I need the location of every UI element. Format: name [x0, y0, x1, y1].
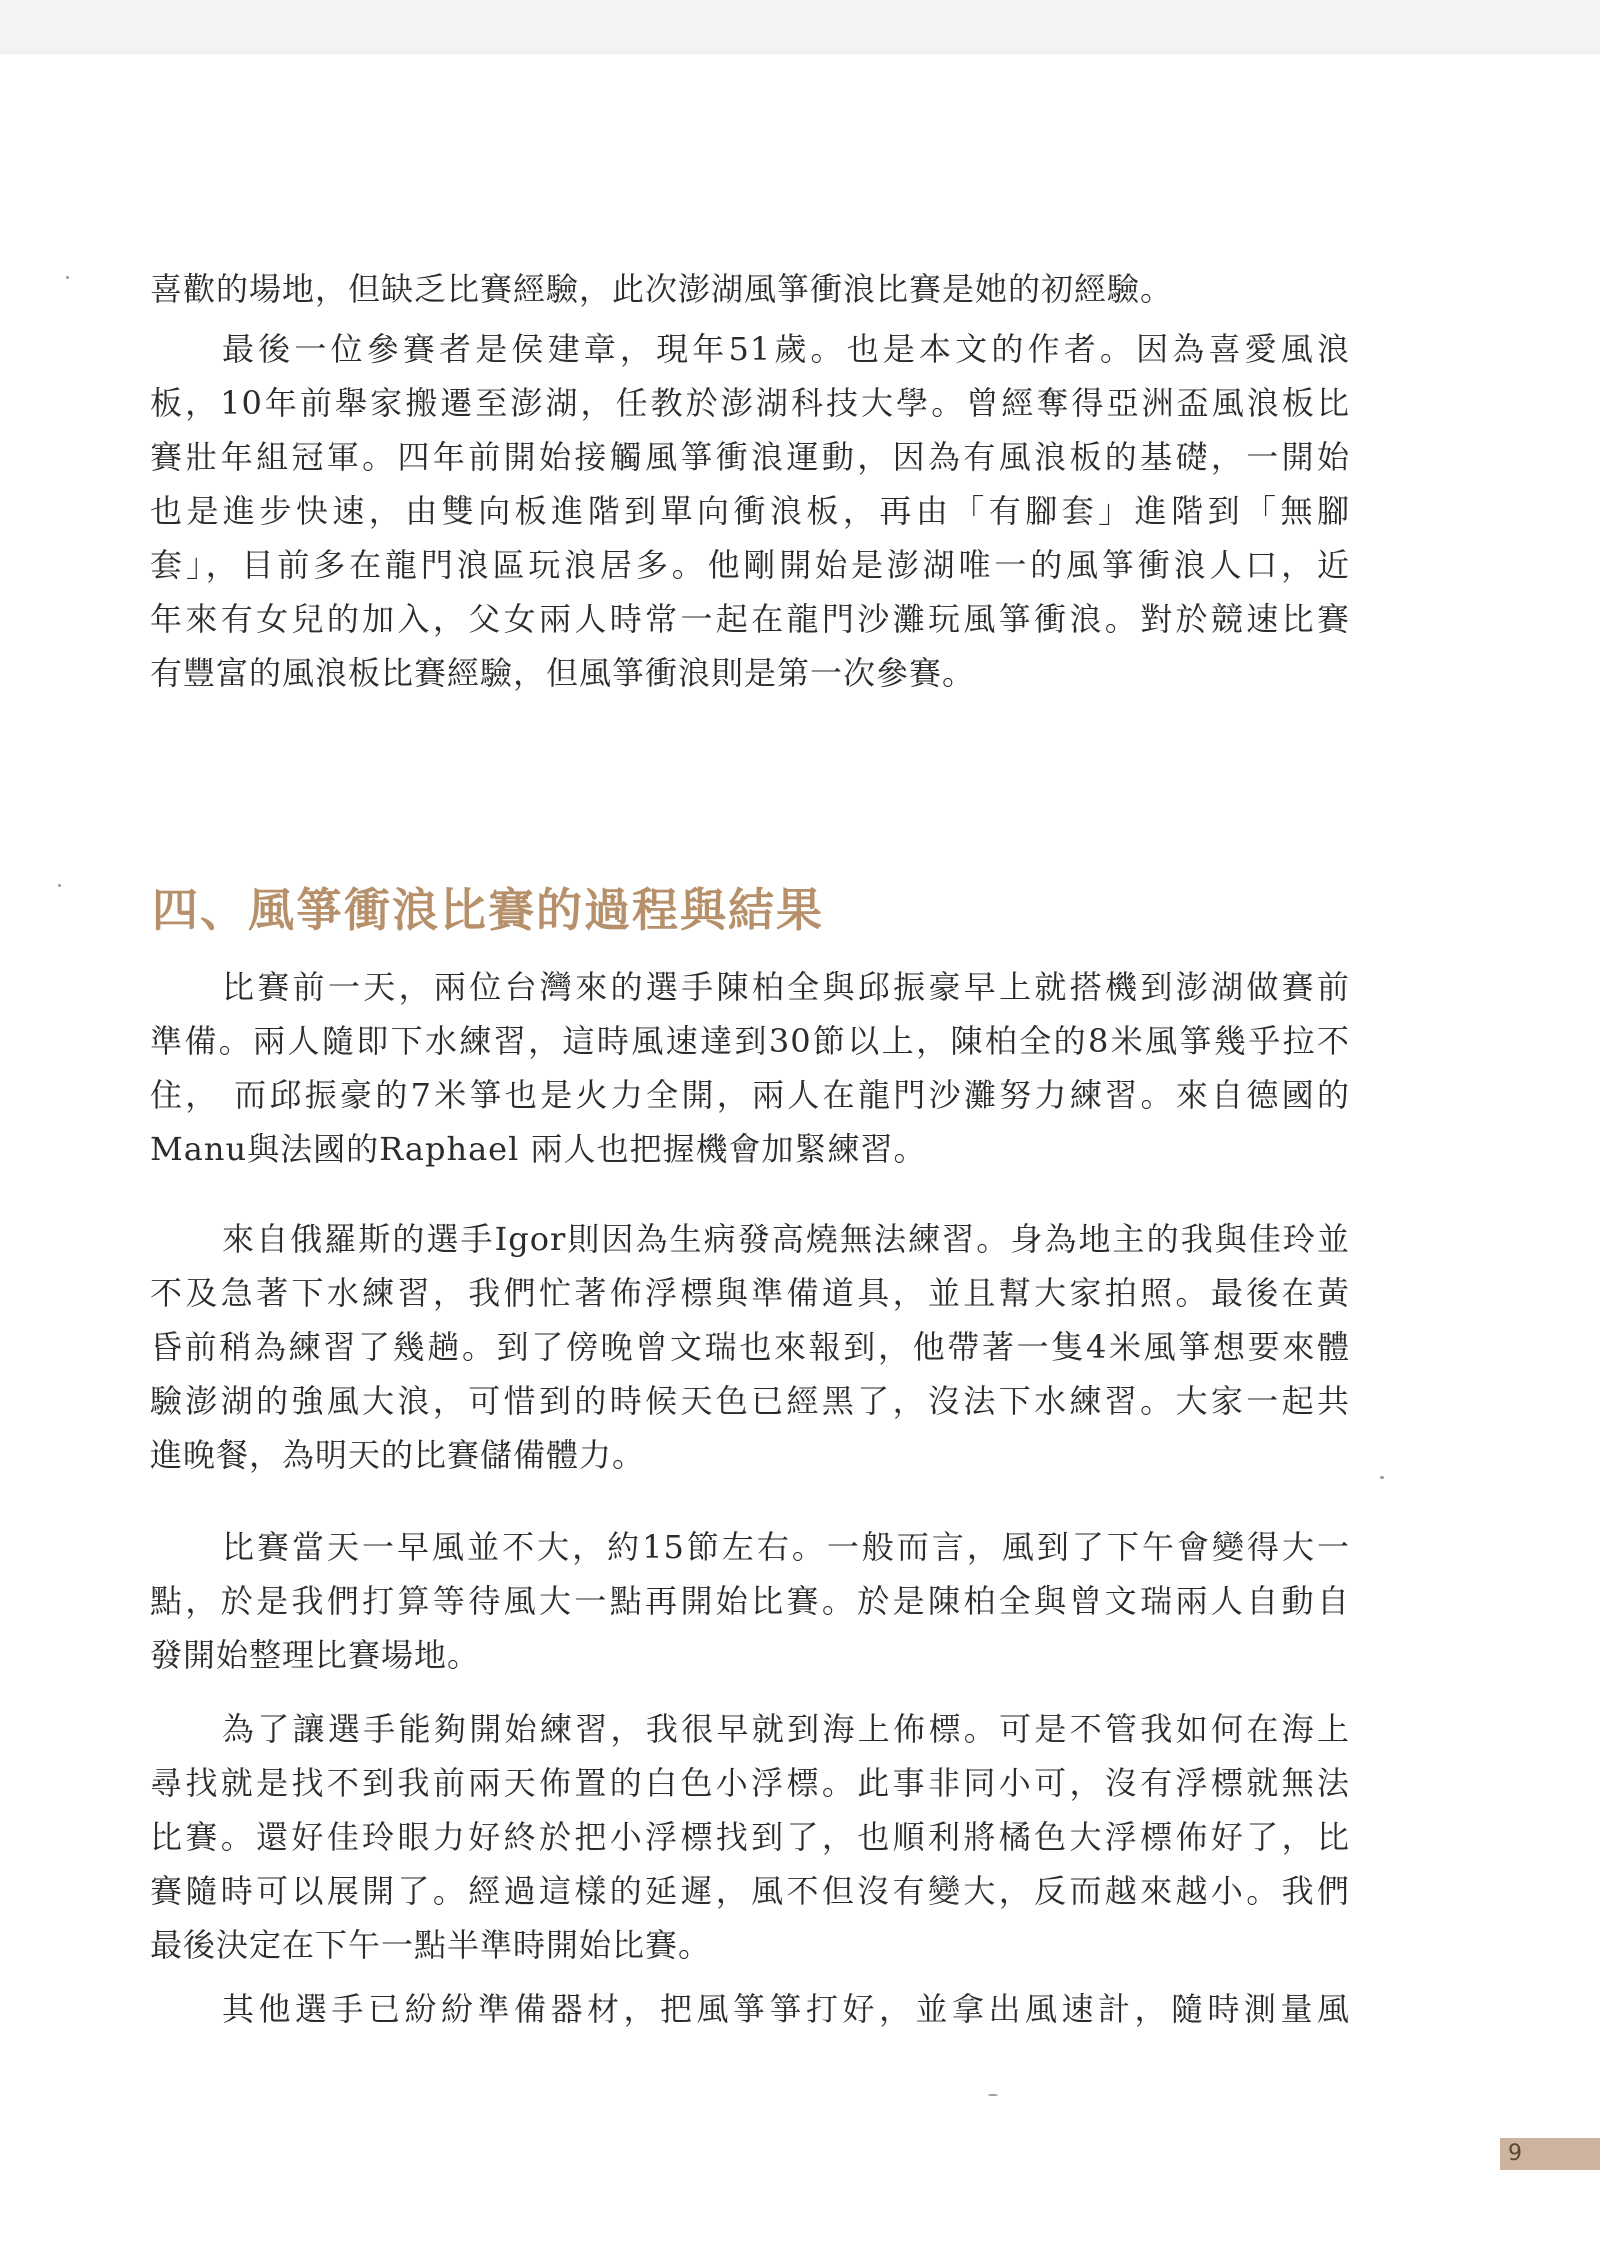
- text-line: 最後一位參賽者是侯建章，現年51歲。也是本文的作者。因為喜愛風浪: [222, 330, 1350, 368]
- paragraph-continuation: [150, 262, 1350, 316]
- text-line: 驗澎湖的強風大浪，可惜到的時候天色已經黑了，沒法下水練習。大家一起共: [150, 1382, 1350, 1420]
- scan-speck: [58, 884, 61, 887]
- paragraph-buoys: [150, 1702, 1350, 1972]
- text-line: 年來有女兒的加入，父女兩人時常一起在龍門沙灘玩風箏衝浪。對於競速比賽: [150, 600, 1350, 638]
- text-line: 發開始整理比賽場地。: [150, 1636, 481, 1674]
- scan-speck: [66, 276, 69, 279]
- text-line: 賽壯年組冠軍。四年前開始接觸風箏衝浪運動，因為有風浪板的基礎，一開始: [150, 438, 1350, 476]
- paragraph-author: [150, 322, 1350, 700]
- scan-speck: [1380, 1476, 1384, 1479]
- text-line: 昏前稍為練習了幾趟。到了傍晚曾文瑞也來報到，他帶著一隻4米風箏想要來體: [150, 1328, 1350, 1366]
- section-heading: 四、風箏衝浪比賽的過程與結果: [152, 883, 824, 937]
- text-line: 比賽當天一早風並不大，約15節左右。一般而言，風到了下午會變得大一: [222, 1528, 1350, 1566]
- text-line: 套」，目前多在龍門浪區玩浪居多。他剛開始是澎湖唯一的風箏衝浪人口，近: [150, 546, 1350, 584]
- text-line: 比賽前一天，兩位台灣來的選手陳柏全與邱振豪早上就搭機到澎湖做賽前: [222, 968, 1350, 1006]
- text-line: 也是進步快速，由雙向板進階到單向衝浪板，再由「有腳套」進階到「無腳: [150, 492, 1350, 530]
- text-line: 進晚餐，為明天的比賽儲備體力。: [150, 1436, 646, 1474]
- paragraph-race-day: [150, 1520, 1350, 1682]
- paragraph-igor: [150, 1212, 1350, 1482]
- text-line: 不及急著下水練習，我們忙著佈浮標與準備道具，並且幫大家拍照。最後在黃: [150, 1274, 1350, 1312]
- text-line: 尋找就是找不到我前兩天佈置的白色小浮標。此事非同小可，沒有浮標就無法: [150, 1764, 1350, 1802]
- paragraph-equipment: [150, 1982, 1350, 2036]
- scan-speck: [988, 2094, 998, 2096]
- text-line: 有豐富的風浪板比賽經驗，但風箏衝浪則是第一次參賽。: [150, 654, 976, 692]
- text-line: 最後決定在下午一點半準時開始比賽。: [150, 1926, 712, 1964]
- text-line: 板，10年前舉家搬遷至澎湖，任教於澎湖科技大學。曾經奪得亞洲盃風浪板比: [150, 384, 1350, 422]
- text-line: 為了讓選手能夠開始練習，我很早就到海上佈標。可是不管我如何在海上: [222, 1710, 1350, 1748]
- text-line: 住， 而邱振豪的7米箏也是火力全開，兩人在龍門沙灘努力練習。來自德國的: [150, 1076, 1350, 1114]
- text-line: 賽隨時可以展開了。經過這樣的延遲，風不但沒有變大，反而越來越小。我們: [150, 1872, 1350, 1910]
- text-line: 點，於是我們打算等待風大一點再開始比賽。於是陳柏全與曾文瑞兩人自動自: [150, 1582, 1350, 1620]
- text-line: 比賽。還好佳玲眼力好終於把小浮標找到了，也順利將橘色大浮標佈好了，比: [150, 1818, 1350, 1856]
- page-number: 9: [1508, 2141, 1522, 2166]
- text-line: 其他選手已紛紛準備器材，把風箏箏打好，並拿出風速計，隨時測量風: [222, 1990, 1350, 2028]
- text-line: Manu與法國的Raphael 兩人也把握機會加緊練習。: [150, 1130, 927, 1168]
- text-line: 準備。兩人隨即下水練習，這時風速達到30節以上，陳柏全的8米風箏幾乎拉不: [150, 1022, 1350, 1060]
- paragraph-day-before: [150, 960, 1350, 1176]
- text-line: 來自俄羅斯的選手Igor則因為生病發高燒無法練習。身為地主的我與佳玲並: [222, 1220, 1350, 1258]
- text-line: 喜歡的場地，但缺乏比賽經驗，此次澎湖風箏衝浪比賽是她的初經驗。: [150, 270, 1174, 308]
